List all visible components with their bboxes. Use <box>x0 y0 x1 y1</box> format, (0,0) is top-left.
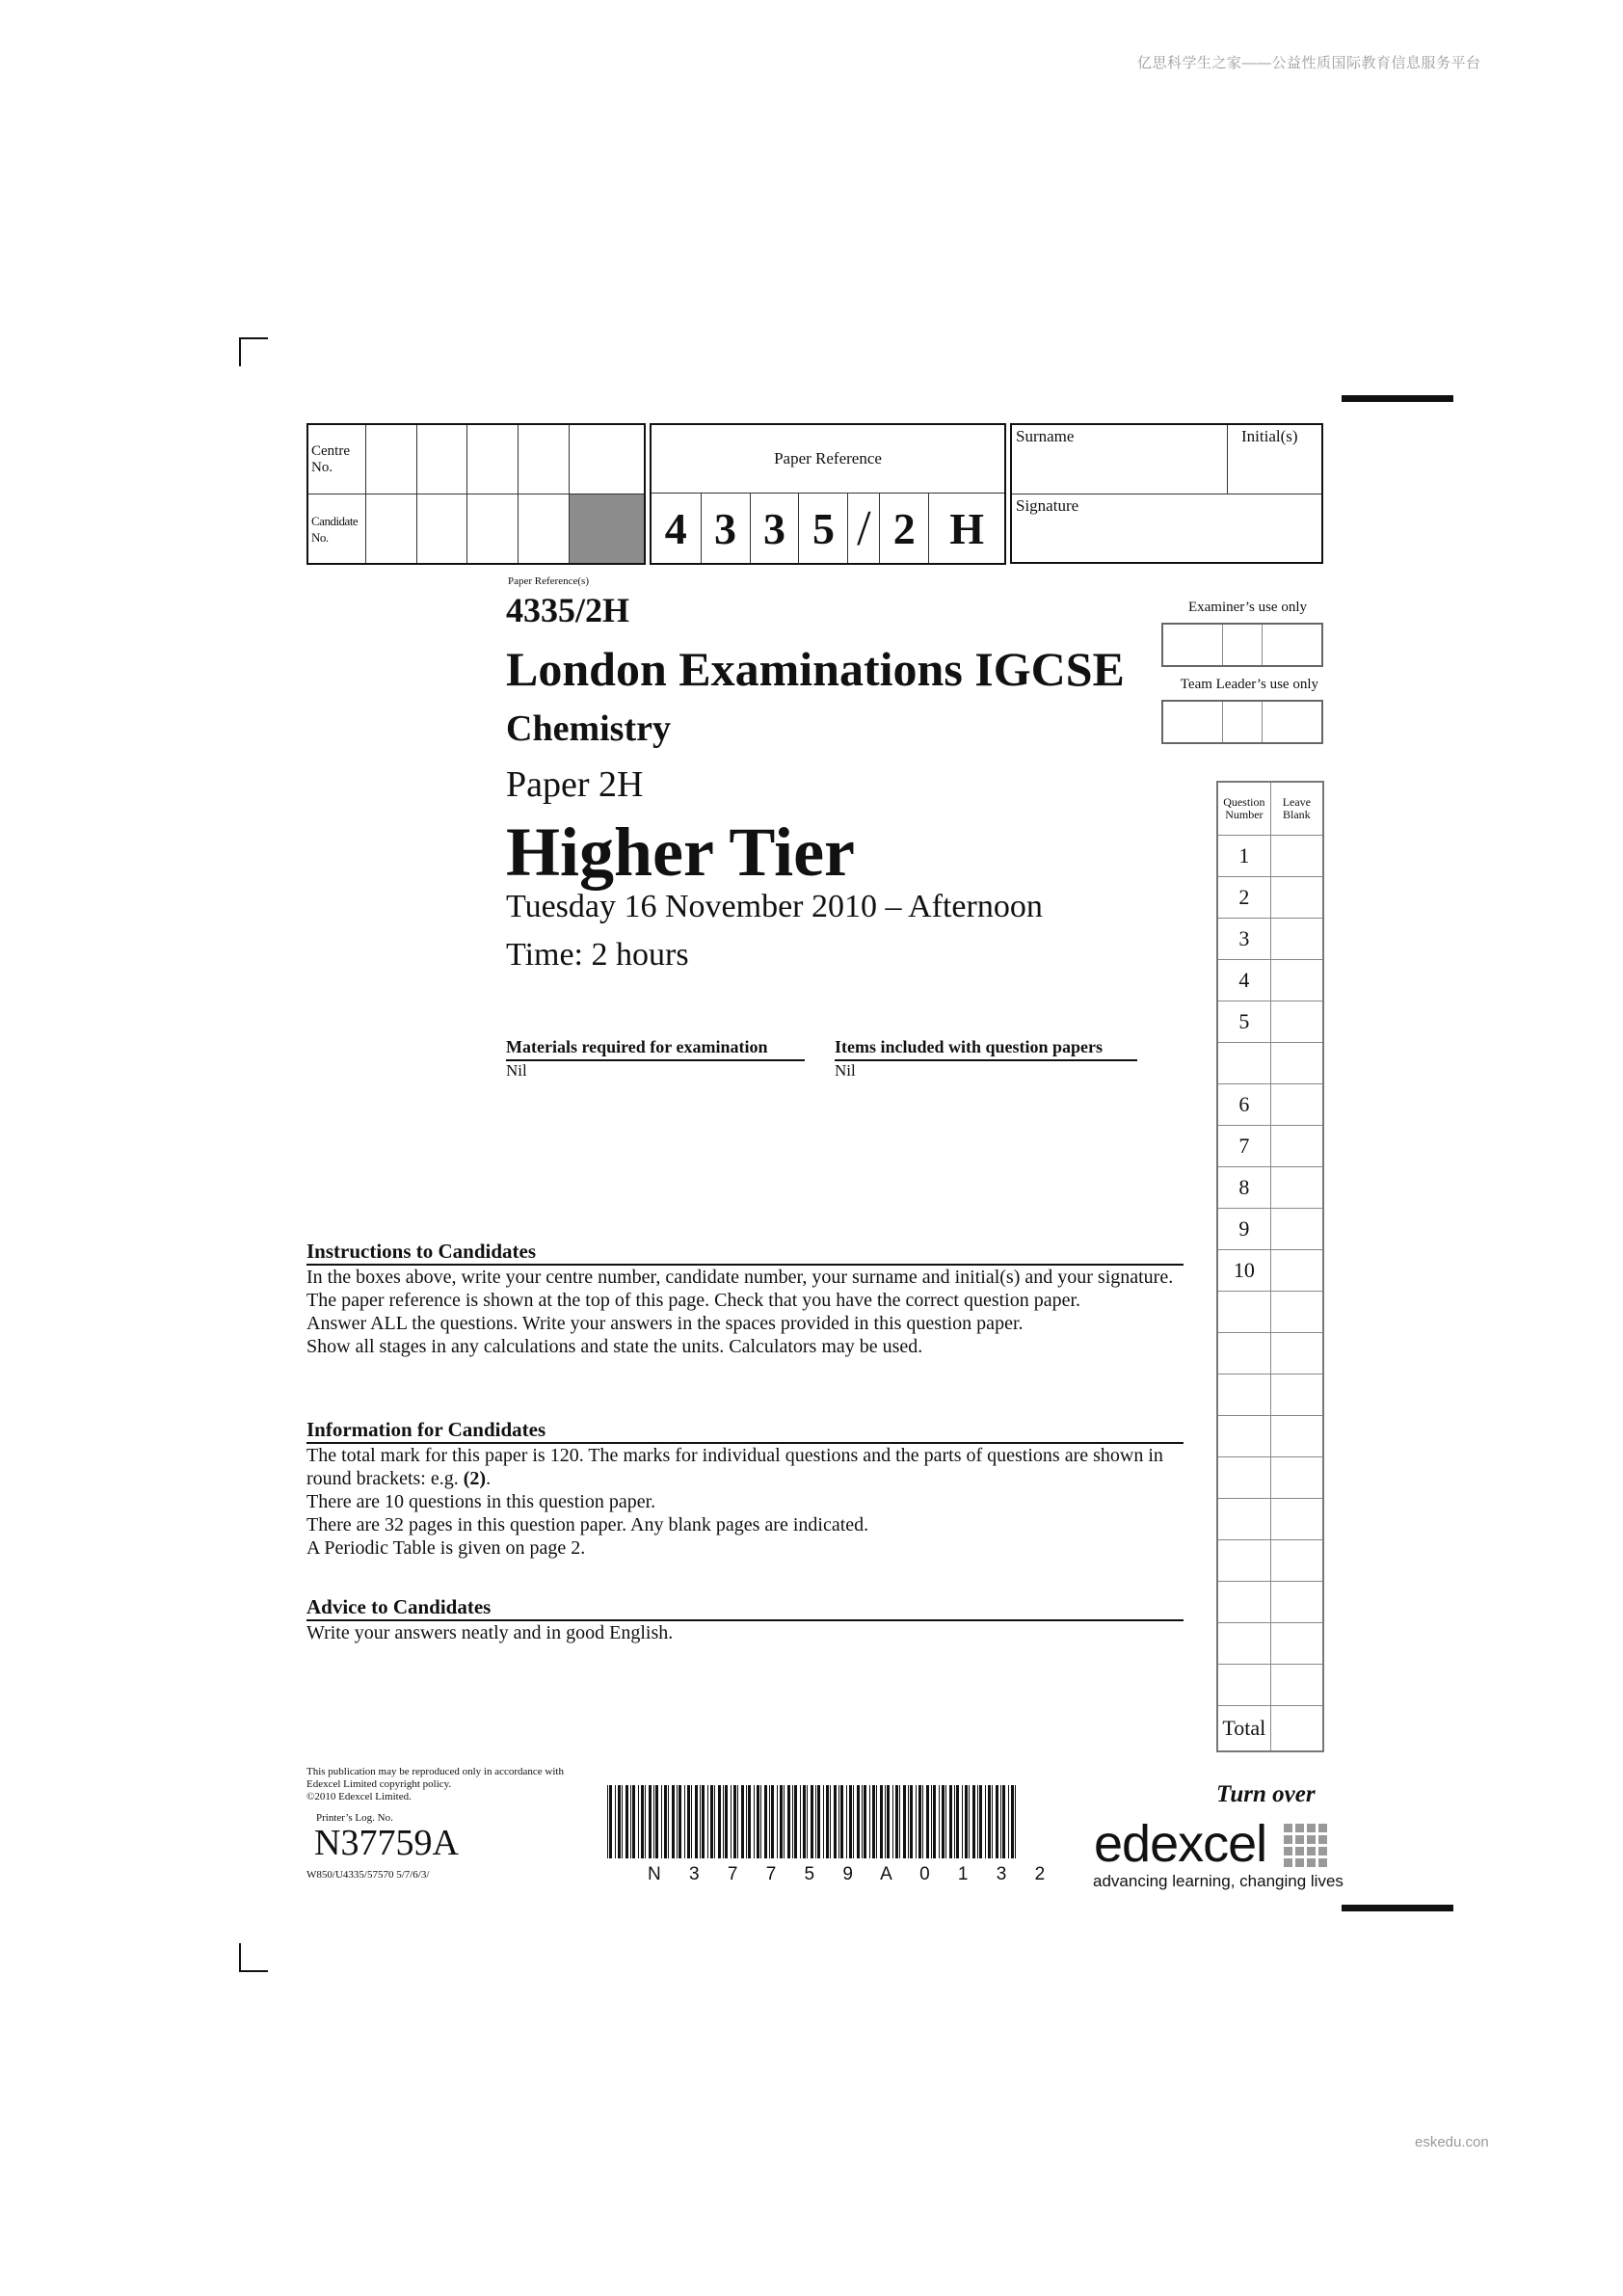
team-leader-box <box>1222 701 1263 743</box>
barcode-bar <box>725 1785 728 1858</box>
barcode-bar <box>895 1785 898 1858</box>
barcode-bar <box>687 1785 690 1858</box>
barcode-bar <box>1008 1785 1009 1858</box>
leave-blank-cell <box>1270 1375 1323 1416</box>
barcode-bar <box>609 1785 612 1858</box>
exam-date: Tuesday 16 November 2010 – Afternoon <box>506 889 1043 924</box>
signature-label: Signature <box>1016 495 1079 515</box>
barcode-bar <box>892 1785 893 1858</box>
barcode-bar <box>678 1785 681 1858</box>
barcode-bar <box>918 1785 921 1858</box>
leave-blank-cell <box>1270 1001 1323 1043</box>
job-code: W850/U4335/57570 5/7/6/3/ <box>306 1869 430 1881</box>
barcode-bar <box>754 1785 755 1858</box>
barcode-bar <box>857 1785 860 1858</box>
centre-candidate-grid <box>306 423 646 565</box>
barcode-bar <box>1015 1785 1016 1858</box>
barcode-bar <box>780 1785 783 1858</box>
items-included-value: Nil <box>835 1061 856 1080</box>
barcode-bar <box>710 1785 713 1858</box>
turn-over-label: Turn over <box>1216 1781 1316 1807</box>
items-included-heading: Items included with question papers <box>835 1037 1137 1061</box>
barcode-bar <box>764 1785 767 1858</box>
barcode-bar <box>830 1785 831 1858</box>
barcode-bar <box>607 1785 608 1858</box>
barcode-bar <box>956 1785 959 1858</box>
barcode-bar <box>649 1785 652 1858</box>
signature-field[interactable] <box>1011 494 1322 563</box>
leave-blank-cell <box>1270 1623 1323 1665</box>
question-number-cell <box>1217 1665 1270 1706</box>
barcode-bar <box>677 1785 678 1858</box>
barcode-bar <box>748 1785 751 1858</box>
leave-blank-cell <box>1270 919 1323 960</box>
barcode-bar <box>784 1785 785 1858</box>
barcode-bar <box>933 1785 936 1858</box>
barcode-bar <box>757 1785 759 1858</box>
barcode-bar <box>664 1785 667 1858</box>
information-text: The total mark for this paper is 120. The marks for individual questions and the parts of questions are shown in round brackets: e.g. <box>306 1445 1163 1489</box>
question-number-cell <box>1217 1043 1270 1084</box>
barcode-bar <box>792 1785 793 1858</box>
crop-mark-bottom-v <box>239 1943 241 1972</box>
barcode-bar <box>972 1785 975 1858</box>
information-line: There are 32 pages in this question paper. Any blank pages are indicated. <box>306 1514 869 1535</box>
candidate-digit-box[interactable] <box>366 494 417 565</box>
barcode-bar <box>903 1785 906 1858</box>
question-number-cell: 10 <box>1217 1250 1270 1292</box>
surname-label: Surname <box>1016 427 1075 445</box>
barcode-text: N 3 7 7 5 9 A 0 1 3 2 <box>648 1864 1057 1884</box>
subject-title: Chemistry <box>506 708 671 749</box>
barcode-bar <box>1002 1785 1005 1858</box>
question-number-cell <box>1217 1333 1270 1375</box>
centre-digit-box[interactable] <box>416 424 467 494</box>
exam-title: London Examinations IGCSE <box>506 642 1125 696</box>
instructions-section <box>306 1240 1193 1358</box>
barcode-bar <box>668 1785 669 1858</box>
question-number-cell <box>1217 1623 1270 1665</box>
total-cell <box>1270 1706 1323 1752</box>
barcode-bar <box>630 1785 631 1858</box>
barcode-bar <box>945 1785 946 1858</box>
barcode-bar <box>760 1785 761 1858</box>
barcode-bar <box>653 1785 654 1858</box>
barcode-bar <box>800 1785 801 1858</box>
leave-blank-cell <box>1270 1540 1323 1582</box>
information-text: . <box>486 1468 492 1489</box>
question-number-cell: 4 <box>1217 960 1270 1001</box>
barcode-bar <box>672 1785 675 1858</box>
question-number-cell <box>1217 1457 1270 1499</box>
team-leader-box <box>1162 701 1222 743</box>
leave-blank-cell <box>1270 1333 1323 1375</box>
centre-label: Centre No. <box>307 424 366 494</box>
leave-blank-cell <box>1270 1292 1323 1333</box>
leave-blank-cell <box>1270 1582 1323 1623</box>
barcode-bar <box>954 1785 955 1858</box>
barcode-bar <box>992 1785 993 1858</box>
question-number-cell <box>1217 1375 1270 1416</box>
leave-blank-cell <box>1270 1043 1323 1084</box>
barcode-bar <box>618 1785 621 1858</box>
barcode-bar <box>1011 1785 1014 1858</box>
instructions-line: In the boxes above, write your centre number, candidate number, your surname and initial(s) and your signature. <box>306 1267 1174 1288</box>
candidate-digit-box[interactable] <box>416 494 467 565</box>
barcode-bar <box>737 1785 738 1858</box>
edexcel-logo-icon <box>1284 1824 1326 1866</box>
barcode-bar <box>625 1785 628 1858</box>
paper-ref-digit: 2 <box>880 494 929 565</box>
question-number-cell: 7 <box>1217 1126 1270 1167</box>
barcode-bar <box>834 1785 837 1858</box>
examiner-use-label: Examiner’s use only <box>1187 600 1307 615</box>
barcode-bar <box>777 1785 778 1858</box>
barcode-bar <box>655 1785 658 1858</box>
barcode-bar <box>876 1785 877 1858</box>
barcode-bar <box>1000 1785 1001 1858</box>
team-leader-use-boxes <box>1161 700 1323 744</box>
crop-mark-bottom-h <box>239 1970 268 1972</box>
barcode-bar <box>977 1785 978 1858</box>
barcode-bar <box>702 1785 705 1858</box>
barcode-bar <box>988 1785 991 1858</box>
leave-blank-cell <box>1270 836 1323 877</box>
barcode-bar <box>691 1785 692 1858</box>
leave-blank-cell <box>1270 877 1323 919</box>
paper-ref-digit: 4 <box>651 494 701 565</box>
items-included <box>835 1037 1137 1081</box>
surname-field[interactable] <box>1011 424 1228 494</box>
barcode-bar <box>645 1785 646 1858</box>
barcode-bar <box>864 1785 866 1858</box>
barcode-bar <box>869 1785 870 1858</box>
paper-reference-small-label: Paper Reference(s) <box>508 575 589 587</box>
barcode-bar <box>887 1785 890 1858</box>
barcode-bar <box>969 1785 970 1858</box>
barcode-bar <box>846 1785 847 1858</box>
barcode-bar <box>996 1785 998 1858</box>
barcode-bar <box>638 1785 639 1858</box>
materials-required-heading: Materials required for examination <box>506 1037 805 1061</box>
barcode-bar <box>723 1785 724 1858</box>
question-number-cell: 2 <box>1217 877 1270 919</box>
barcode-bar <box>661 1785 662 1858</box>
barcode-bar <box>880 1785 883 1858</box>
surname-signature-box <box>1010 423 1323 564</box>
paper-ref-digit: H <box>929 494 1005 565</box>
information-heading: Information for Candidates <box>306 1418 1184 1444</box>
question-number-cell <box>1217 1499 1270 1540</box>
barcode-bar <box>849 1785 852 1858</box>
barcode-bar <box>771 1785 774 1858</box>
printers-log-label: Printer’s Log. No. <box>316 1812 393 1824</box>
registration-bar-bottom <box>1342 1905 1453 1911</box>
question-number-cell: 1 <box>1217 836 1270 877</box>
barcode-bar <box>714 1785 715 1858</box>
printers-log-number: N37759A <box>314 1823 459 1863</box>
information-line <box>306 1444 1174 1490</box>
barcode-bar <box>853 1785 854 1858</box>
barcode-bar <box>707 1785 708 1858</box>
materials-required <box>506 1037 805 1081</box>
centre-digit-box[interactable] <box>366 424 417 494</box>
paper-title: Paper 2H <box>506 764 644 805</box>
barcode-bar <box>741 1785 744 1858</box>
question-number-cell: 6 <box>1217 1084 1270 1126</box>
barcode-bar <box>794 1785 797 1858</box>
question-number-cell: 9 <box>1217 1209 1270 1250</box>
question-number-cell <box>1217 1292 1270 1333</box>
copyright-line: Edexcel Limited copyright policy. <box>306 1778 452 1790</box>
copyright-line: This publication may be reproduced only in accordance with <box>306 1766 564 1777</box>
barcode-bar <box>695 1785 698 1858</box>
centre-digit-box[interactable] <box>467 424 519 494</box>
instructions-line: Show all stages in any calculations and state the units. Calculators may be used. <box>306 1336 923 1357</box>
leave-blank-cell <box>1270 1167 1323 1209</box>
barcode-bar <box>815 1785 816 1858</box>
question-marks-column <box>1216 781 1324 1752</box>
initials-label: Initial(s) <box>1241 427 1298 445</box>
initials-field[interactable] <box>1228 424 1323 494</box>
barcode-bar <box>684 1785 685 1858</box>
barcode-bar <box>622 1785 623 1858</box>
barcode-bar <box>922 1785 923 1858</box>
barcode-bar <box>965 1785 968 1858</box>
team-leader-box <box>1263 701 1322 743</box>
barcode-bar <box>731 1785 732 1858</box>
barcode-bar <box>746 1785 747 1858</box>
paper-reference-label: Paper Reference <box>651 424 1005 494</box>
instructions-heading: Instructions to Candidates <box>306 1240 1184 1266</box>
barcode-bar <box>979 1785 982 1858</box>
paper-ref-digit: 3 <box>701 494 750 565</box>
examiner-box <box>1263 624 1322 666</box>
candidate-shaded-box <box>569 494 645 565</box>
candidate-digit-box[interactable] <box>518 494 569 565</box>
instructions-line: Answer ALL the questions. Write your answers in the spaces provided in this question paper. <box>306 1313 1024 1334</box>
materials-required-value: Nil <box>506 1061 527 1080</box>
information-line: A Periodic Table is given on page 2. <box>306 1537 586 1559</box>
paper-ref-digit: 3 <box>750 494 799 565</box>
barcode-bar <box>787 1785 790 1858</box>
centre-digit-box[interactable] <box>518 424 569 494</box>
examiner-box <box>1222 624 1263 666</box>
barcode-bar <box>632 1785 635 1858</box>
marks-example: (2) <box>463 1468 487 1489</box>
leave-blank-cell <box>1270 1416 1323 1457</box>
barcode-bar <box>838 1785 839 1858</box>
barcode-bar <box>840 1785 843 1858</box>
instructions-line: The paper reference is shown at the top of this page. Check that you have the correct question paper. <box>306 1290 1081 1311</box>
barcode-bar <box>823 1785 824 1858</box>
crop-mark-top-v <box>239 337 241 366</box>
crop-mark-top-h <box>239 337 268 339</box>
barcode-bar <box>769 1785 770 1858</box>
barcode-bar <box>817 1785 820 1858</box>
barcode-bar <box>926 1785 929 1858</box>
team-leader-use-label: Team Leader’s use only <box>1180 677 1318 692</box>
barcode-bar <box>910 1785 913 1858</box>
barcode-bar <box>811 1785 813 1858</box>
leave-blank-cell <box>1270 1084 1323 1126</box>
examiner-box <box>1162 624 1222 666</box>
watermark-top: 亿思科学生之家——公益性质国际教育信息服务平台 <box>1137 55 1481 71</box>
barcode-bar <box>899 1785 900 1858</box>
edexcel-logo-text: edexcel <box>1094 1815 1267 1873</box>
question-number-cell <box>1217 1582 1270 1623</box>
copyright-line: ©2010 Edexcel Limited. <box>306 1791 412 1802</box>
barcode-bar <box>949 1785 952 1858</box>
barcode-bar <box>862 1785 863 1858</box>
barcode-bar <box>942 1785 945 1858</box>
leave-blank-cell <box>1270 1457 1323 1499</box>
barcode <box>605 1785 1022 1870</box>
paper-code: 4335/2H <box>506 591 630 629</box>
barcode-bar <box>885 1785 886 1858</box>
question-number-cell: 3 <box>1217 919 1270 960</box>
barcode-bar <box>803 1785 806 1858</box>
barcode-bar <box>733 1785 736 1858</box>
barcode-bar <box>718 1785 721 1858</box>
edexcel-tagline: advancing learning, changing lives <box>1093 1872 1344 1890</box>
barcode-bar <box>939 1785 940 1858</box>
copyright-notice <box>306 1766 564 1803</box>
tier-title: Higher Tier <box>506 814 856 891</box>
information-line: There are 10 questions in this question paper. <box>306 1491 656 1512</box>
question-number-cell <box>1217 1416 1270 1457</box>
information-section <box>306 1418 1193 1560</box>
total-label: Total <box>1217 1706 1270 1752</box>
watermark-bottom: eskedu.con <box>1415 2134 1489 2150</box>
advice-heading: Advice to Candidates <box>306 1595 1184 1621</box>
paper-ref-slash: / <box>848 494 880 565</box>
leave-blank-cell <box>1270 1499 1323 1540</box>
candidate-label: Candidate No. <box>307 494 366 565</box>
barcode-bar <box>985 1785 986 1858</box>
barcode-bar <box>962 1785 963 1858</box>
leave-blank-cell <box>1270 1665 1323 1706</box>
barcode-bar <box>872 1785 875 1858</box>
examiner-use-boxes <box>1161 623 1323 667</box>
exam-time: Time: 2 hours <box>506 937 689 973</box>
leave-blank-cell <box>1270 960 1323 1001</box>
question-number-cell: 5 <box>1217 1001 1270 1043</box>
barcode-bar <box>908 1785 909 1858</box>
barcode-bar <box>916 1785 917 1858</box>
advice-section <box>306 1595 1193 1644</box>
centre-digit-box[interactable] <box>569 424 645 494</box>
barcode-bar <box>931 1785 932 1858</box>
leave-blank-cell <box>1270 1209 1323 1250</box>
question-number-cell <box>1217 1540 1270 1582</box>
barcode-bar <box>641 1785 644 1858</box>
leave-blank-cell <box>1270 1126 1323 1167</box>
leave-blank-cell <box>1270 1250 1323 1292</box>
barcode-bar <box>700 1785 701 1858</box>
candidate-digit-box[interactable] <box>467 494 519 565</box>
leave-blank-header: Leave Blank <box>1270 782 1323 836</box>
barcode-bar <box>826 1785 829 1858</box>
barcode-bar <box>807 1785 808 1858</box>
question-number-cell: 8 <box>1217 1167 1270 1209</box>
paper-ref-digit: 5 <box>799 494 848 565</box>
paper-reference-box <box>650 423 1006 565</box>
advice-text: Write your answers neatly and in good English. <box>306 1622 674 1643</box>
barcode-bar <box>615 1785 616 1858</box>
question-number-header: Question Number <box>1217 782 1270 836</box>
registration-bar-top <box>1342 395 1453 402</box>
